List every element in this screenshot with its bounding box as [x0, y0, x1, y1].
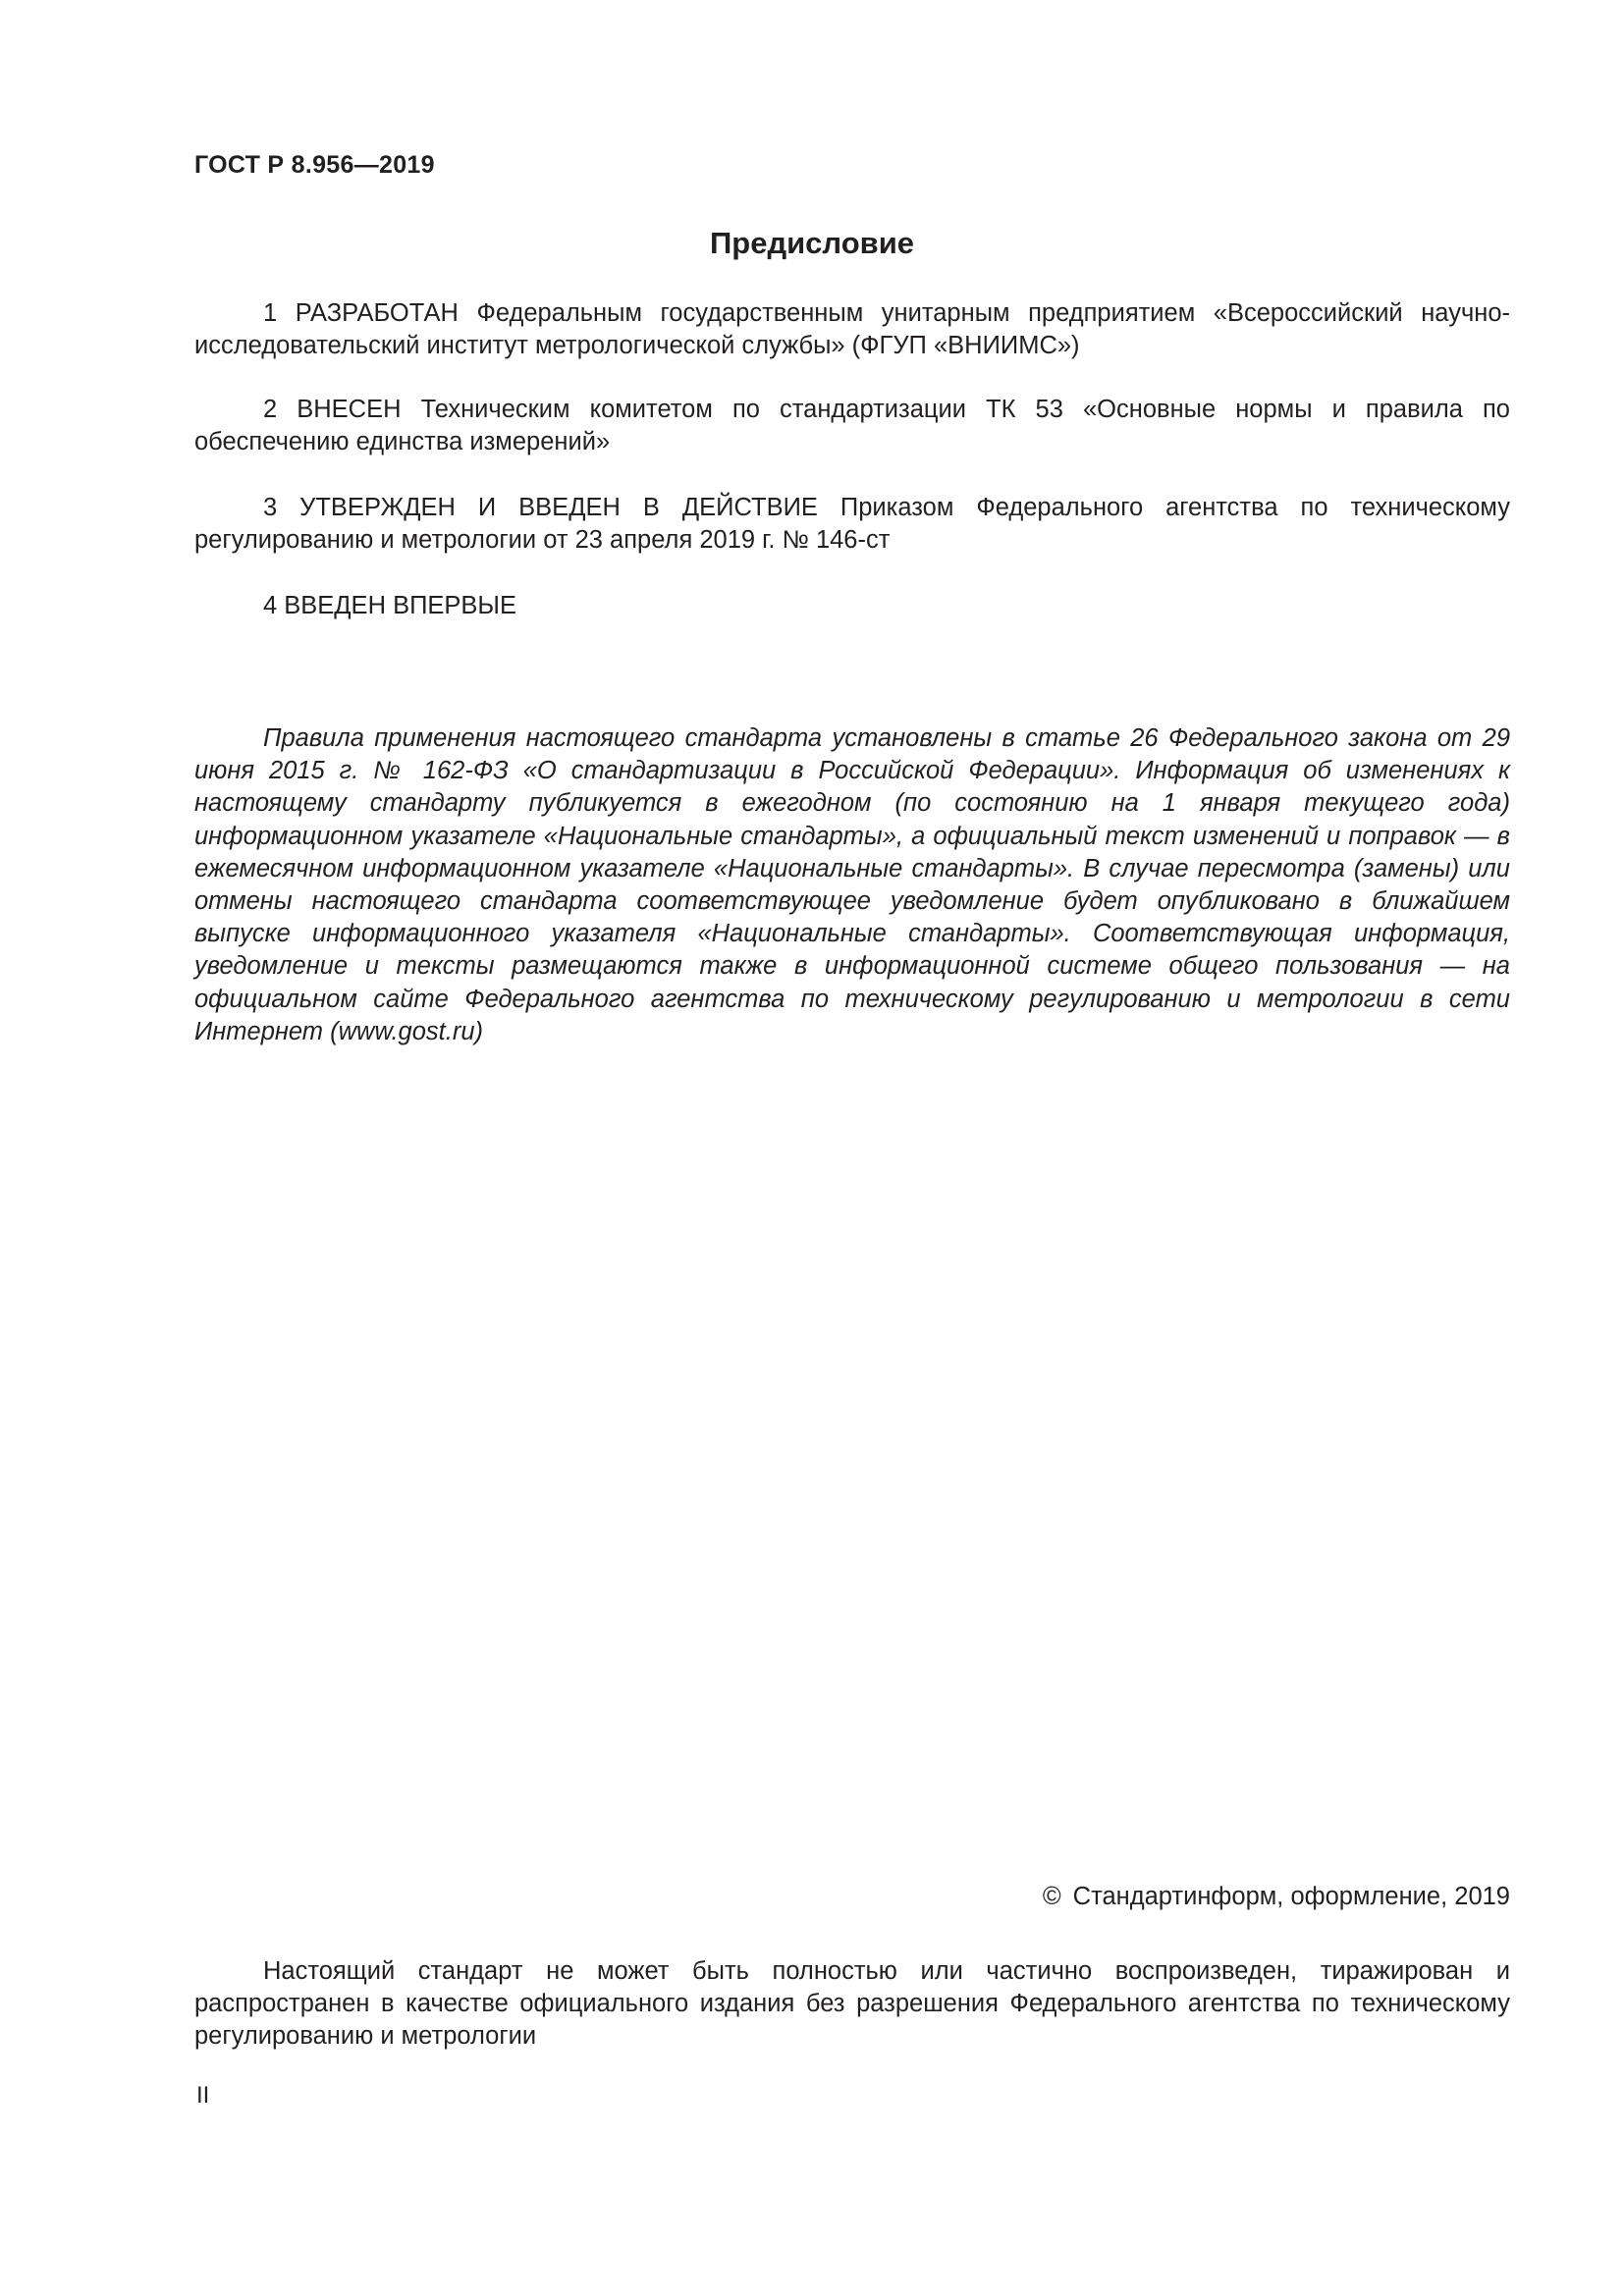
- foreword-item-developed: 1 РАЗРАБОТАН Федеральным государственным унитарным предприятием «Всероссийский научно-исследовательский институт метрологической службы» (ФГУП «ВНИИМС»): [194, 299, 1510, 359]
- copyright-icon: ©: [1042, 1883, 1061, 1910]
- document-code-header: ГОСТ Р 8.956—2019: [194, 151, 435, 179]
- foreword-item-introduced: 2 ВНЕСЕН Техническим комитетом по стандартизации ТК 53 «Основные нормы и правила по обеспечению единства измерений»: [194, 396, 1510, 455]
- copyright-text: Стандартинформ, оформление, 2019: [1072, 1883, 1510, 1910]
- application-rules-note: Правила применения настоящего стандарта установлены в статье 26 Федерального закона от 29 июня 2015 г. № 162-ФЗ «О стандартизации в Российской Федерации». Информация об изменениях к настоящему стандарту публикуется в ежегодном (по состоянию на 1 января текущего года) информационном указателе «Национальные стандарты», а официальный текст изменений и поправок — в ежемесячном информационном указателе «Национальные стандарты». В случае пересмотра (замены) или отмены настоящего стандарта соответствующее уведомление будет опубликовано в ближайшем выпуске информационного указателя «Национальные стандарты». Соответствующая информация, уведомление и тексты размещаются также в информационной системе общего пользования — на официальном сайте Федерального агентства по техническому регулированию и метрологии в сети Интернет (www.gost.ru): [194, 724, 1510, 1045]
- page-number: II: [196, 2082, 210, 2109]
- foreword-item-first-introduced: 4 ВВЕДЕН ВПЕРВЫЕ: [263, 592, 517, 619]
- copyright-line: [1043, 1883, 1510, 1911]
- page-title: Предисловие: [709, 226, 914, 260]
- foreword-item-approved: 3 УТВЕРЖДЕН И ВВЕДЕН В ДЕЙСТВИЕ Приказом Федерального агентства по техническому регулированию и метрологии от 23 апреля 2019 г. № 146-ст: [194, 494, 1510, 554]
- reproduction-notice: Настоящий стандарт не может быть полностью или частично воспроизведен, тиражирован и распространен в качестве официального издания без разрешения Федерального агентства по техническому регулированию и метрологии: [194, 1957, 1510, 2050]
